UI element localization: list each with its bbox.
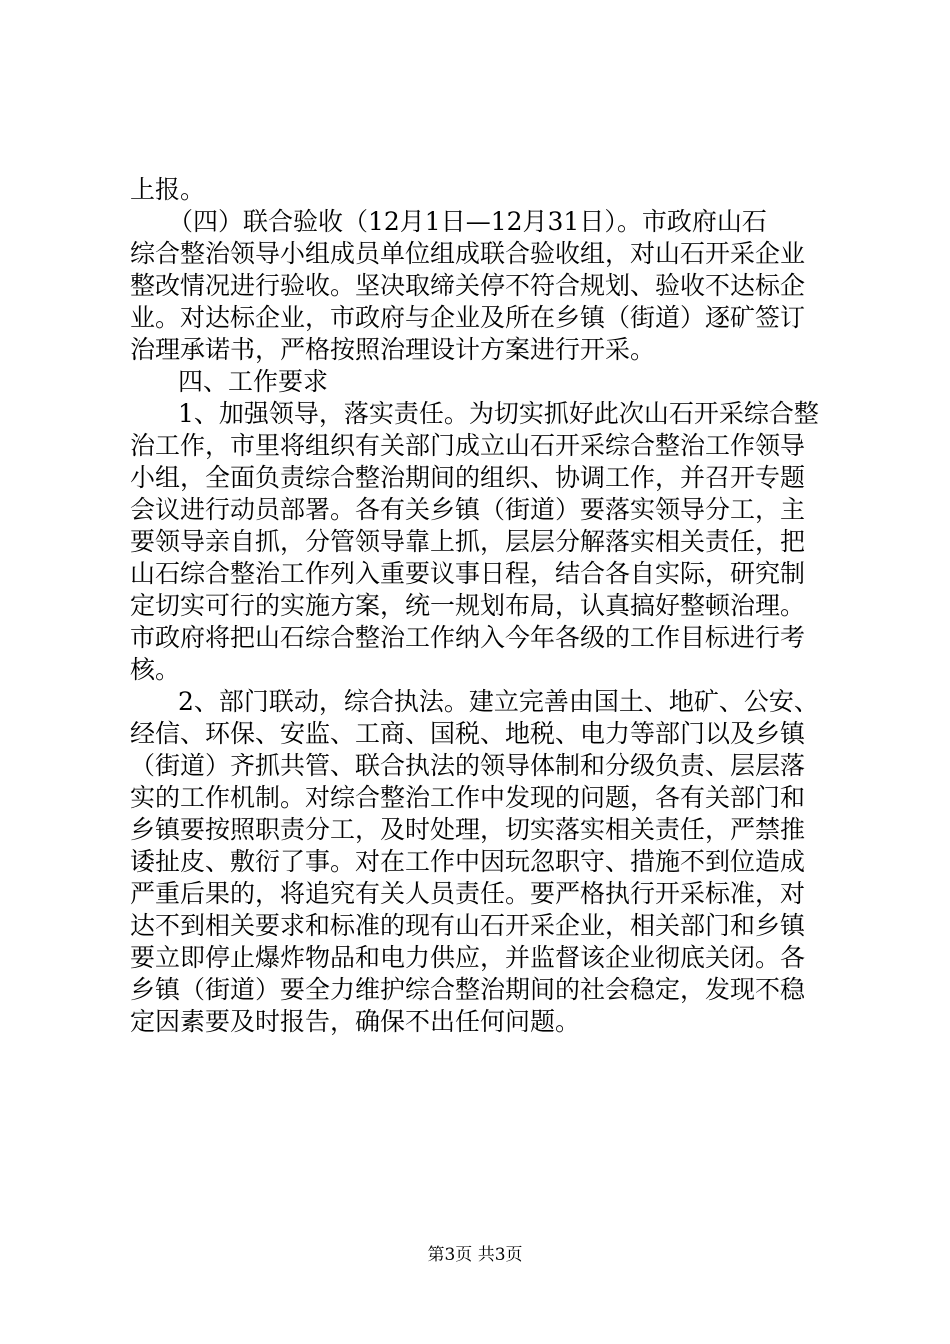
paragraph-line: （街道）齐抓共管、联合执法的领导体制和分级负责、层层落	[130, 751, 806, 780]
paragraph-line: 乡镇要按照职责分工，及时处理，切实落实相关责任，严禁推	[130, 815, 806, 844]
paragraph-line: 1、加强领导，落实责任。为切实抓好此次山石开采综合整	[178, 399, 819, 428]
paragraph-line: 定因素要及时报告，确保不出任何问题。	[130, 1007, 581, 1036]
section-heading: 四、工作要求	[178, 367, 329, 396]
paragraph-line: 2、部门联动，综合执法。建立完善由国土、地矿、公安、	[178, 687, 819, 716]
paragraph-line: 严重后果的，将追究有关人员责任。要严格执行开采标准，对	[130, 879, 806, 908]
paragraph-line: 治理承诺书，严格按照治理设计方案进行开采。	[130, 335, 656, 364]
paragraph-line: 要立即停止爆炸物品和电力供应，并监督该企业彻底关闭。各	[130, 943, 806, 972]
page-number-footer: 第3页 共3页	[427, 1245, 523, 1265]
paragraph-line: 治工作，市里将组织有关部门成立山石开采综合整治工作领导	[130, 431, 806, 460]
paragraph-line: 上报。	[130, 175, 206, 204]
paragraph-line: 达不到相关要求和标准的现有山石开采企业，相关部门和乡镇	[130, 911, 806, 940]
paragraph-line: 业。对达标企业，市政府与企业及所在乡镇（街道）逐矿签订	[130, 303, 806, 332]
paragraph-line: 经信、环保、安监、工商、国税、地税、电力等部门以及乡镇	[130, 719, 806, 748]
paragraph-line: 乡镇（街道）要全力维护综合整治期间的社会稳定，发现不稳	[130, 975, 806, 1004]
paragraph-line: 实的工作机制。对综合整治工作中发现的问题，各有关部门和	[130, 783, 806, 812]
paragraph-line: 整改情况进行验收。坚决取缔关停不符合规划、验收不达标企	[130, 271, 806, 300]
paragraph-line: 会议进行动员部署。各有关乡镇（街道）要落实领导分工，主	[130, 495, 806, 524]
paragraph-line: 诿扯皮、敷衍了事。对在工作中因玩忽职守、措施不到位造成	[130, 847, 806, 876]
paragraph-line: 市政府将把山石综合整治工作纳入今年各级的工作目标进行考	[130, 623, 806, 652]
paragraph-line: 综合整治领导小组成员单位组成联合验收组，对山石开采企业	[130, 239, 806, 268]
paragraph-line: （四）联合验收（12月1日—12月31日）。市政府山石	[168, 207, 767, 236]
paragraph-line: 核。	[130, 655, 181, 684]
paragraph-line: 山石综合整治工作列入重要议事日程，结合各自实际，研究制	[130, 559, 806, 588]
paragraph-line: 定切实可行的实施方案，统一规划布局，认真搞好整顿治理。	[130, 591, 806, 620]
paragraph-line: 小组，全面负责综合整治期间的组织、协调工作，并召开专题	[130, 463, 806, 492]
paragraph-line: 要领导亲自抓，分管领导靠上抓，层层分解落实相关责任，把	[130, 527, 806, 556]
